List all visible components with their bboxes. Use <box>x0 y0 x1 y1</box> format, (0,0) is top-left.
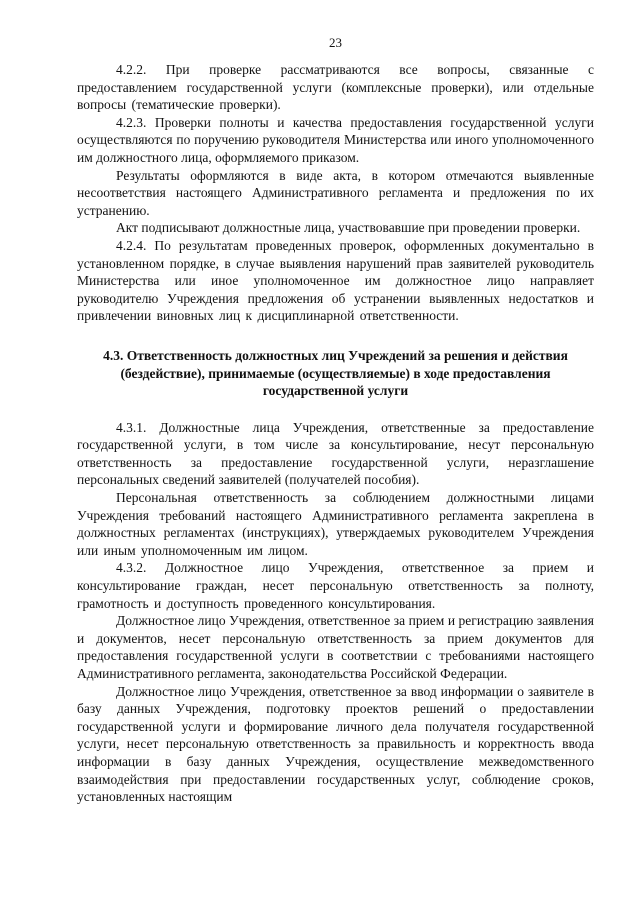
paragraph-registration: Должностное лицо Учреждения, ответственное за прием и регистрацию заявления и документов, несет персональную ответственность за прием документов для предоставления государственной услуги в соответствии с требованиями настоящего Административного регламента, законодательства Российской Федерации. <box>77 613 594 681</box>
paragraph-data-entry: Должностное лицо Учреждения, ответственное за ввод информации о заявителе в базу данных Учреждения, подготовку проектов решений о предоставлении государственной услуги и формирование личного дела получателя государственной услуги, несет персональную ответственность за правильность и корректность ввода информации в базу данных Учреждения, осуществление межведомственного взаимодействия при предоставлении государственных услуг, соблюдение сроков, установленных настоящим <box>77 683 594 805</box>
page-number: 23 <box>329 35 342 50</box>
paragraph-4-2-4: 4.2.4. По результатам проведенных проверок, оформленных документально в установленном порядке, в случае выявления нарушений прав заявителей руководитель Министерства или иное уполномоченное им должностное лицо направляет руководителю Учреждения предложения об устранении выявленных недостатков и привлечении виновных лиц к дисциплинарной ответственности. <box>77 237 594 324</box>
document-page <box>77 34 594 806</box>
paragraph-personal-responsibility: Персональная ответственность за соблюдением должностными лицами Учреждения требований настоящего Административного регламента закреплена в должностных регламентах (инструкциях), утверждаемых руководителем Учреждения или иным уполномоченным им лицом. <box>77 490 594 558</box>
paragraph-act: Акт подписывают должностные лица, участвовавшие при проведении проверки. <box>116 220 581 236</box>
paragraph-4-3-1: 4.3.1. Должностные лица Учреждения, ответственные за предоставление государственной услуги, в том числе за консультирование, несут персональную ответственность за предоставление государственной услуги, неразглашение персональных сведений заявителей (получателей пособия). <box>77 419 594 488</box>
paragraph-results: Результаты оформляются в виде акта, в котором отмечаются выявленные несоответствия настоящего Административного регламента и предложения по их устранению. <box>77 167 594 218</box>
paragraph-4-2-3: 4.2.3. Проверки полноты и качества предоставления государственной услуги осуществляются по поручению руководителя Министерства или иного уполномоченного им должностного лица, оформляемого приказом. <box>77 114 594 165</box>
paragraph-4-2-2: 4.2.2. При проверке рассматриваются все вопросы, связанные с предоставлением государственной услуги (комплексные проверки), или отдельные вопросы (тематические проверки). <box>77 62 594 113</box>
section-heading-4-3: 4.3. Ответственность должностных лиц Учреждений за решения и действия (бездействие), принимаемые (осуществляемые) в ходе предоставления государственной услуги <box>103 347 568 399</box>
paragraph-4-3-2: 4.3.2. Должностное лицо Учреждения, ответственное за прием и консультирование граждан, несет персональную ответственность за полноту, грамотность и доступность проведенного консультирования. <box>77 560 594 611</box>
